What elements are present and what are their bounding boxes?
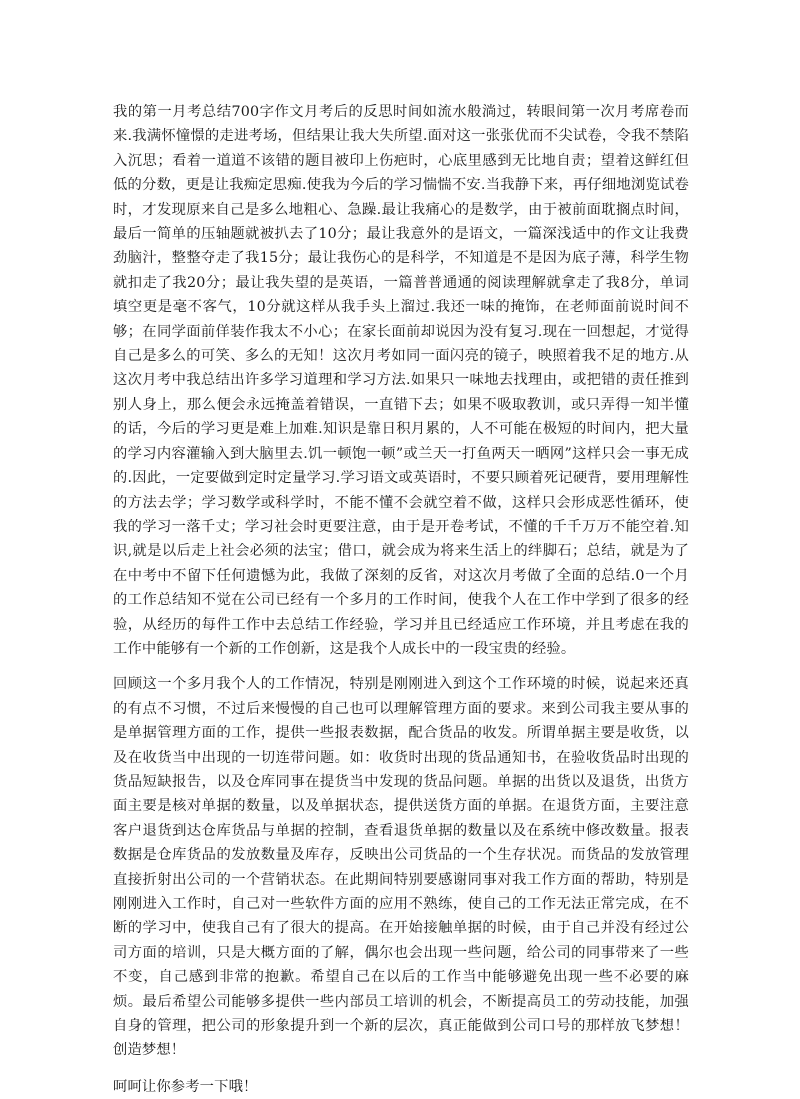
document-body — [113, 100, 689, 1099]
paragraph-work-summary: 回顾这一个多月我个人的工作情况，特别是刚刚进入到这个工作环境的时候，说起来还真的有点不习惯，不过后来慢慢的自己也可以理解管理方面的要求。来到公司我主要从事的是单据管理方面的工作，提供一些报表数据，配合货品的收发。所谓单据主要是收货，以及在收货当中出现的一切连带问题。如：收货时出现的货品通知书，在验收货品时出现的货品短缺报告，以及仓库同事在提货当中发现的货品问题。单据的出货以及退货，出货方面主要是核对单据的数量，以及单据状态，提供送货方面的单据。在退货方面，主要注意客户退货到达仓库货品与单据的控制，查看退货单据的数量以及在系统中修改数量。报表数据是仓库货品的发放数量及库存，反映出公司货品的一个生存状况。而货品的发放管理直接折射出公司的一个营销状态。在此期间特别要感谢同事对我工作方面的帮助，特别是刚刚进入工作时，自己对一些软件方面的应用不熟练，使自己的工作无法正常完成，在不断的学习中，使我自己有了很大的提高。在开始接触单据的时候，由于自己并没有经过公司方面的培训，只是大概方面的了解，偶尔也会出现一些问题，给公司的同事带来了一些不变，自己感到非常的抱歉。希望自己在以后的工作当中能够避免出现一些不必要的麻烦。最后希望公司能够多提供一些内部员工培训的机会，不断提高员工的劳动技能，加强自身的管理，把公司的形象提升到一个新的层次，真正能做到公司口号的那样放飞梦想！创造梦想！ — [113, 676, 689, 1059]
paragraph-exam-reflection: 我的第一月考总结700字作文月考后的反思时间如流水般淌过，转眼间第一次月考席卷而来.我满怀憧憬的走进考场，但结果让我大失所望.面对这一张张优而不尖试卷，令我不禁陷入沉思；看着一道道不该错的题目被印上伤疤时，心底里感到无比地自责；望着这鲜红但低的分数，更是让我痴定思痴.使我为今后的学习惴惴不安.当我静下来，再仔细地浏览试卷时，才发现原来自己是多么地粗心、急躁.最让我痛心的是数学，由于被前面耽搁点时间，最后一简单的压轴题就被扒去了10分；最让我意外的是语文，一篇深浅适中的作文让我费劲脑汁，整整夺走了我15分；最让我伤心的是科学，不知道是不是因为底子薄，科学生物就扣走了我20分；最让我失望的是英语，一篇普普通通的阅读理解就拿走了我8分，单词填空更是毫不客气，10分就这样从我手头上溜过.我还一味的掩饰，在老师面前说时间不够；在同学面前佯装作我太不小心；在家长面前却说因为没有复习.现在一回想起，才觉得自己是多么的可笑、多么的无知！这次月考如同一面闪亮的镜子，映照着我不足的地方.从这次月考中我总结出许多学习道理和学习方法.如果只一味地去找理由，或把错的责任推到别人身上，那么便会永远掩盖着错误，一直错下去；如果不吸取教训，或只弄得一知半懂的话，今后的学习更是难上加难.知识是靠日积月累的，人不可能在极短的时间内，把大量的学习内容灌输入到大脑里去.饥一顿饱一顿”或兰天一打鱼两天一晒网”这样只会一事无成的.因此，一定要做到定时定量学习.学习语文或英语时，不要只顾着死记硬背，要用理解性的方法去学；学习数学或科学时，不能不懂不会就空着不做，这样只会形成恶性循环，使我的学习一落千丈；学习社会时更要注意，由于是开卷考试，不懂的千千万万不能空着.知识,就是以后走上社会必须的法宝；借口，就会成为将来生活上的绊脚石；总结，就是为了在中考中不留下任何遗憾为此，我做了深刻的反省，对这次月考做了全面的总结.0一个月的工作总结知不觉在公司已经有一个多月的工作时间，使我个人在工作中学到了很多的经验，从经历的每件工作中去总结工作经验，学习并且已经适应工作环境，并且考虑在我的工作中能够有一个新的工作创新，这是我个人成长中的一段宝贵的经验。 — [113, 104, 689, 657]
paragraph-closing-note: 呵呵让你参考一下哦！ — [113, 1078, 258, 1095]
